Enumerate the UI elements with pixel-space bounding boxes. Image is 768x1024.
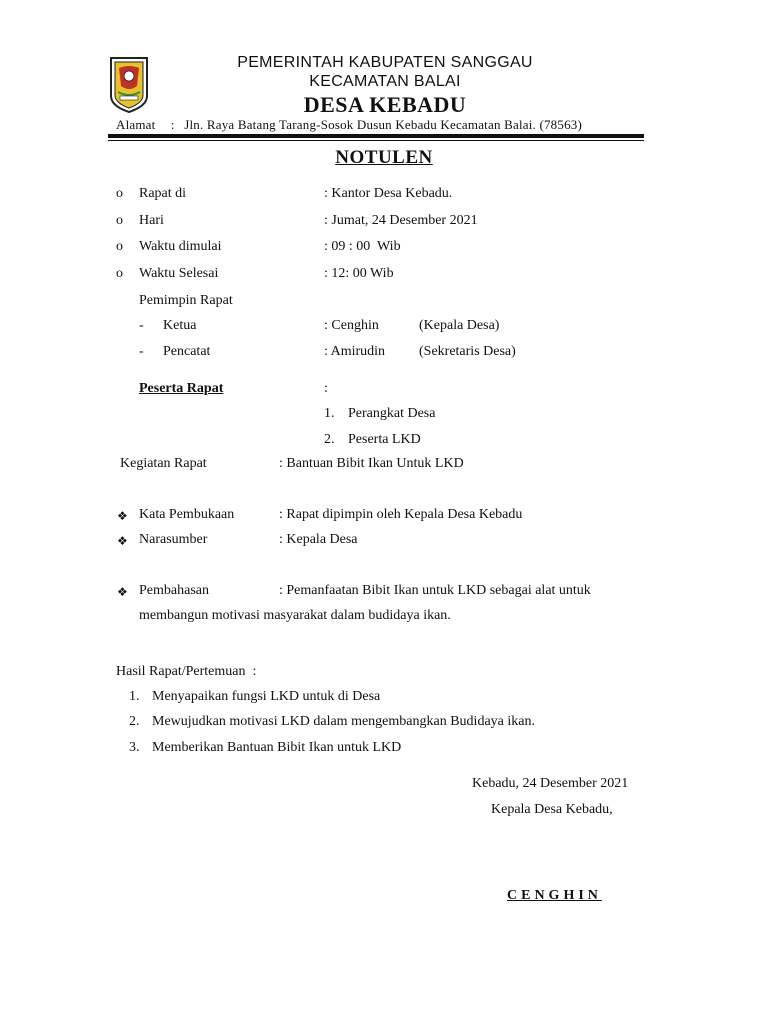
diamond-bullet-icon: ❖: [117, 534, 128, 548]
results-heading: Hasil Rapat/Pertemuan :: [116, 664, 257, 679]
signature-position: Kepala Desa Kebadu,: [491, 802, 613, 817]
info-value-end: : 12: 00 Wib: [324, 266, 394, 281]
kabupaten-sanggau-emblem-icon: [108, 56, 150, 114]
info-value-day: : Jumat, 24 Desember 2021: [324, 213, 478, 228]
result-item: Memberikan Bantuan Bibit Ikan untuk LKD: [152, 740, 402, 755]
leader-role-chair: Ketua: [163, 318, 197, 333]
header-district: KECAMATAN BALAI: [309, 73, 461, 90]
header-address: [116, 117, 582, 133]
address-separator: :: [170, 117, 175, 132]
result-item: Mewujudkan motivasi LKD dalam mengembangkan Budidaya ikan.: [152, 714, 535, 729]
info-label-place: Rapat di: [139, 186, 187, 201]
header-village: DESA KEBADU: [303, 92, 467, 117]
signature-place-date: Kebadu, 24 Desember 2021: [472, 776, 629, 791]
discussion-continuation: membangun motivasi masyarakat dalam budidaya ikan.: [139, 608, 451, 623]
opening-label: Kata Pembukaan: [139, 507, 235, 522]
header-government: PEMERINTAH KABUPATEN SANGGAU: [237, 54, 533, 71]
result-number: 2.: [129, 714, 140, 729]
leader-position-secretary: (Sekretaris Desa): [419, 344, 516, 359]
info-label-day: Hari: [139, 213, 164, 228]
result-number: 1.: [129, 689, 140, 704]
leader-name-secretary: : Amirudin: [324, 344, 386, 359]
participant-number: 2.: [324, 432, 335, 447]
activity-value: : Bantuan Bibit Ikan Untuk LKD: [279, 456, 464, 471]
dash-bullet: -: [139, 318, 144, 333]
info-label-end: Waktu Selesai: [139, 266, 219, 281]
diamond-bullet-icon: ❖: [117, 509, 128, 523]
document-title: NOTULEN: [335, 147, 433, 168]
speaker-label: Narasumber: [139, 532, 208, 547]
speaker-value: : Kepala Desa: [279, 532, 358, 547]
discussion-label: Pembahasan: [139, 583, 209, 598]
bullet-icon: o: [116, 239, 123, 254]
bullet-icon: o: [116, 266, 123, 281]
signature-name: CENGHIN: [507, 888, 602, 903]
leaders-heading: Pemimpin Rapat: [139, 293, 233, 308]
participants-separator: :: [324, 381, 328, 396]
diamond-bullet-icon: ❖: [117, 585, 128, 599]
header-rule-thick: [108, 134, 644, 138]
leader-position-chair: (Kepala Desa): [419, 318, 500, 333]
bullet-icon: o: [116, 186, 123, 201]
participant-number: 1.: [324, 406, 335, 421]
info-label-start: Waktu dimulai: [139, 239, 222, 254]
bullet-icon: o: [116, 213, 123, 228]
activity-label: Kegiatan Rapat: [120, 456, 207, 471]
address-label: Alamat: [116, 117, 156, 132]
result-item: Menyapaikan fungsi LKD untuk di Desa: [152, 689, 381, 704]
participant-item: Perangkat Desa: [348, 406, 436, 421]
participants-heading: Peserta Rapat: [139, 381, 224, 396]
leader-name-chair: : Cenghin: [324, 318, 379, 333]
dash-bullet: -: [139, 344, 144, 359]
result-number: 3.: [129, 740, 140, 755]
header-rule-thin: [108, 140, 644, 141]
info-value-start: : 09 : 00 Wib: [324, 239, 401, 254]
address-value: Jln. Raya Batang Tarang-Sosok Dusun Kebadu Kecamatan Balai. (78563): [184, 117, 583, 132]
participant-item: Peserta LKD: [348, 432, 421, 447]
info-value-place: : Kantor Desa Kebadu.: [324, 186, 453, 201]
leader-role-secretary: Pencatat: [163, 344, 211, 359]
opening-value: : Rapat dipimpin oleh Kepala Desa Kebadu: [279, 507, 523, 522]
discussion-value: : Pemanfaatan Bibit Ikan untuk LKD sebagai alat untuk: [279, 583, 591, 598]
